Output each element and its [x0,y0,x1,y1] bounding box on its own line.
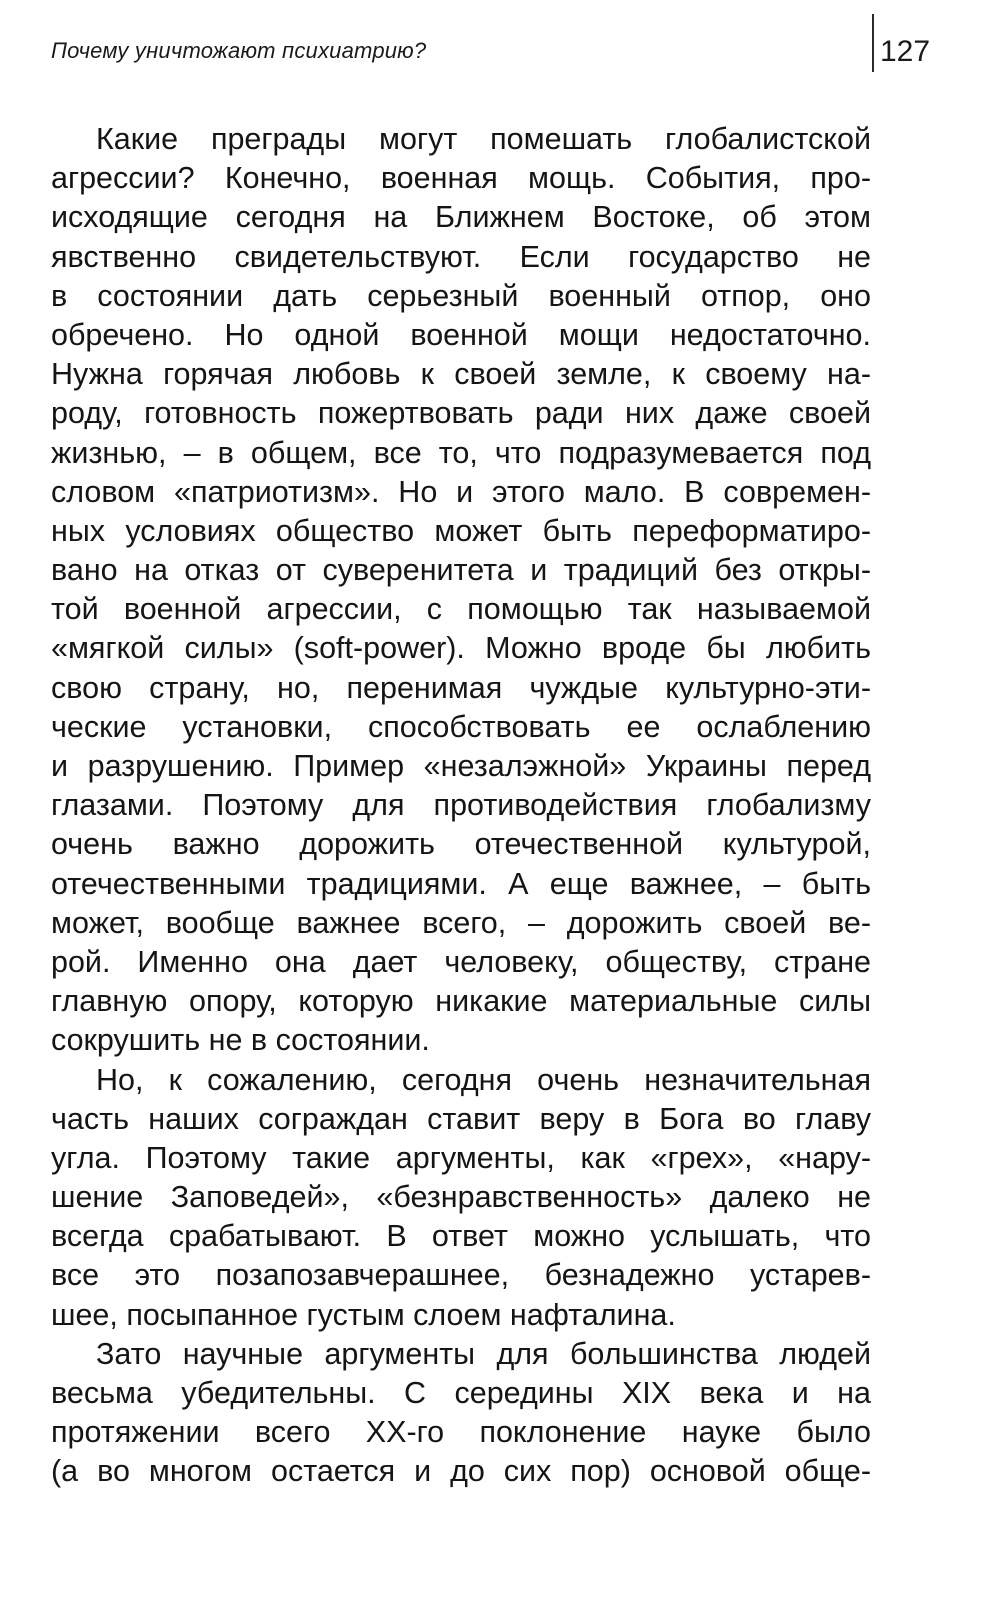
text-line: Какие преграды могут помешать глобалистской [96,122,871,156]
text-line: рой. Именно она дает человеку, обществу, стране [51,944,871,979]
text-line: шение Заповедей», «безнравственность» далеко не [51,1180,871,1215]
text-line: протяжении всего XX-го поклонение науке было [51,1415,871,1450]
text-line: сокрушить не в состоянии. [51,1023,430,1058]
text-line: угла. Поэтому такие аргументы, как «грех», «нару- [51,1140,871,1175]
text-line: шее, посыпанное густым слоем нафталина. [51,1297,676,1332]
text-line: Но, к сожалению, сегодня очень незначительная [96,1062,871,1097]
text-line: и разрушению. Пример «незалэжной» Украины перед [51,749,871,783]
text-line: (а во многом остается и до сих пор) основой обще- [51,1454,871,1489]
text-line: весьма убедительны. С середины XIX века и на [51,1376,871,1410]
body-text [51,120,871,1492]
text-line: ных условиях общество может быть переформатиро- [51,513,871,548]
text-line: все это позапозавчерашнее, безнадежно устарев- [51,1258,871,1293]
text-line: «мягкой силы» (soft-power). Можно вроде бы любить [51,631,871,666]
text-line: агрессии? Конечно, военная мощь. События, про- [51,161,871,196]
text-line: словом «патриотизм». Но и этого мало. В современ- [51,474,871,509]
text-line: часть наших сограждан ставит веру в Бога во главу [51,1101,871,1136]
text-line: глазами. Поэтому для противодействия глобализму [51,788,871,823]
running-title: Почему уничтожают психиатрию? [51,38,427,63]
paragraph-3 [51,1335,871,1492]
text-line: очень важно дорожить отечественной культурой, [51,827,871,862]
text-line: в состоянии дать серьезный военный отпор, оно [51,278,871,313]
text-line: явственно свидетельствуют. Если государство не [51,239,871,274]
text-line: может, вообще важнее всего, – дорожить своей ве- [51,905,871,940]
header-divider [872,14,874,72]
text-line: отечественными традициями. А еще важнее, – быть [51,866,871,901]
text-line: Нужна горячая любовь к своей земле, к своему на- [51,357,871,392]
text-line: Зато научные аргументы для большинства людей [96,1336,871,1371]
text-line: жизнью, – в общем, все то, что подразумевается под [51,435,871,470]
paragraph-2 [51,1061,871,1335]
text-line: всегда срабатывают. В ответ можно услышать, что [51,1219,871,1254]
text-line: вано на отказ от суверенитета и традиций без откры- [51,553,871,588]
page-number: 127 [880,35,931,68]
text-line: исходящие сегодня на Ближнем Востоке, об этом [51,200,871,235]
text-line: ческие установки, способствовать ее ослаблению [51,709,871,744]
text-line: роду, готовность пожертвовать ради них даже своей [51,396,871,431]
text-line: обречено. Но одной военной мощи недостаточно. [51,317,871,352]
text-line: главную опору, которую никакие материальные силы [51,984,871,1019]
paragraph-1 [51,120,871,1061]
text-line: той военной агрессии, с помощью так называемой [51,592,871,627]
text-line: свою страну, но, перенимая чуждые культурно-эти- [51,670,871,705]
